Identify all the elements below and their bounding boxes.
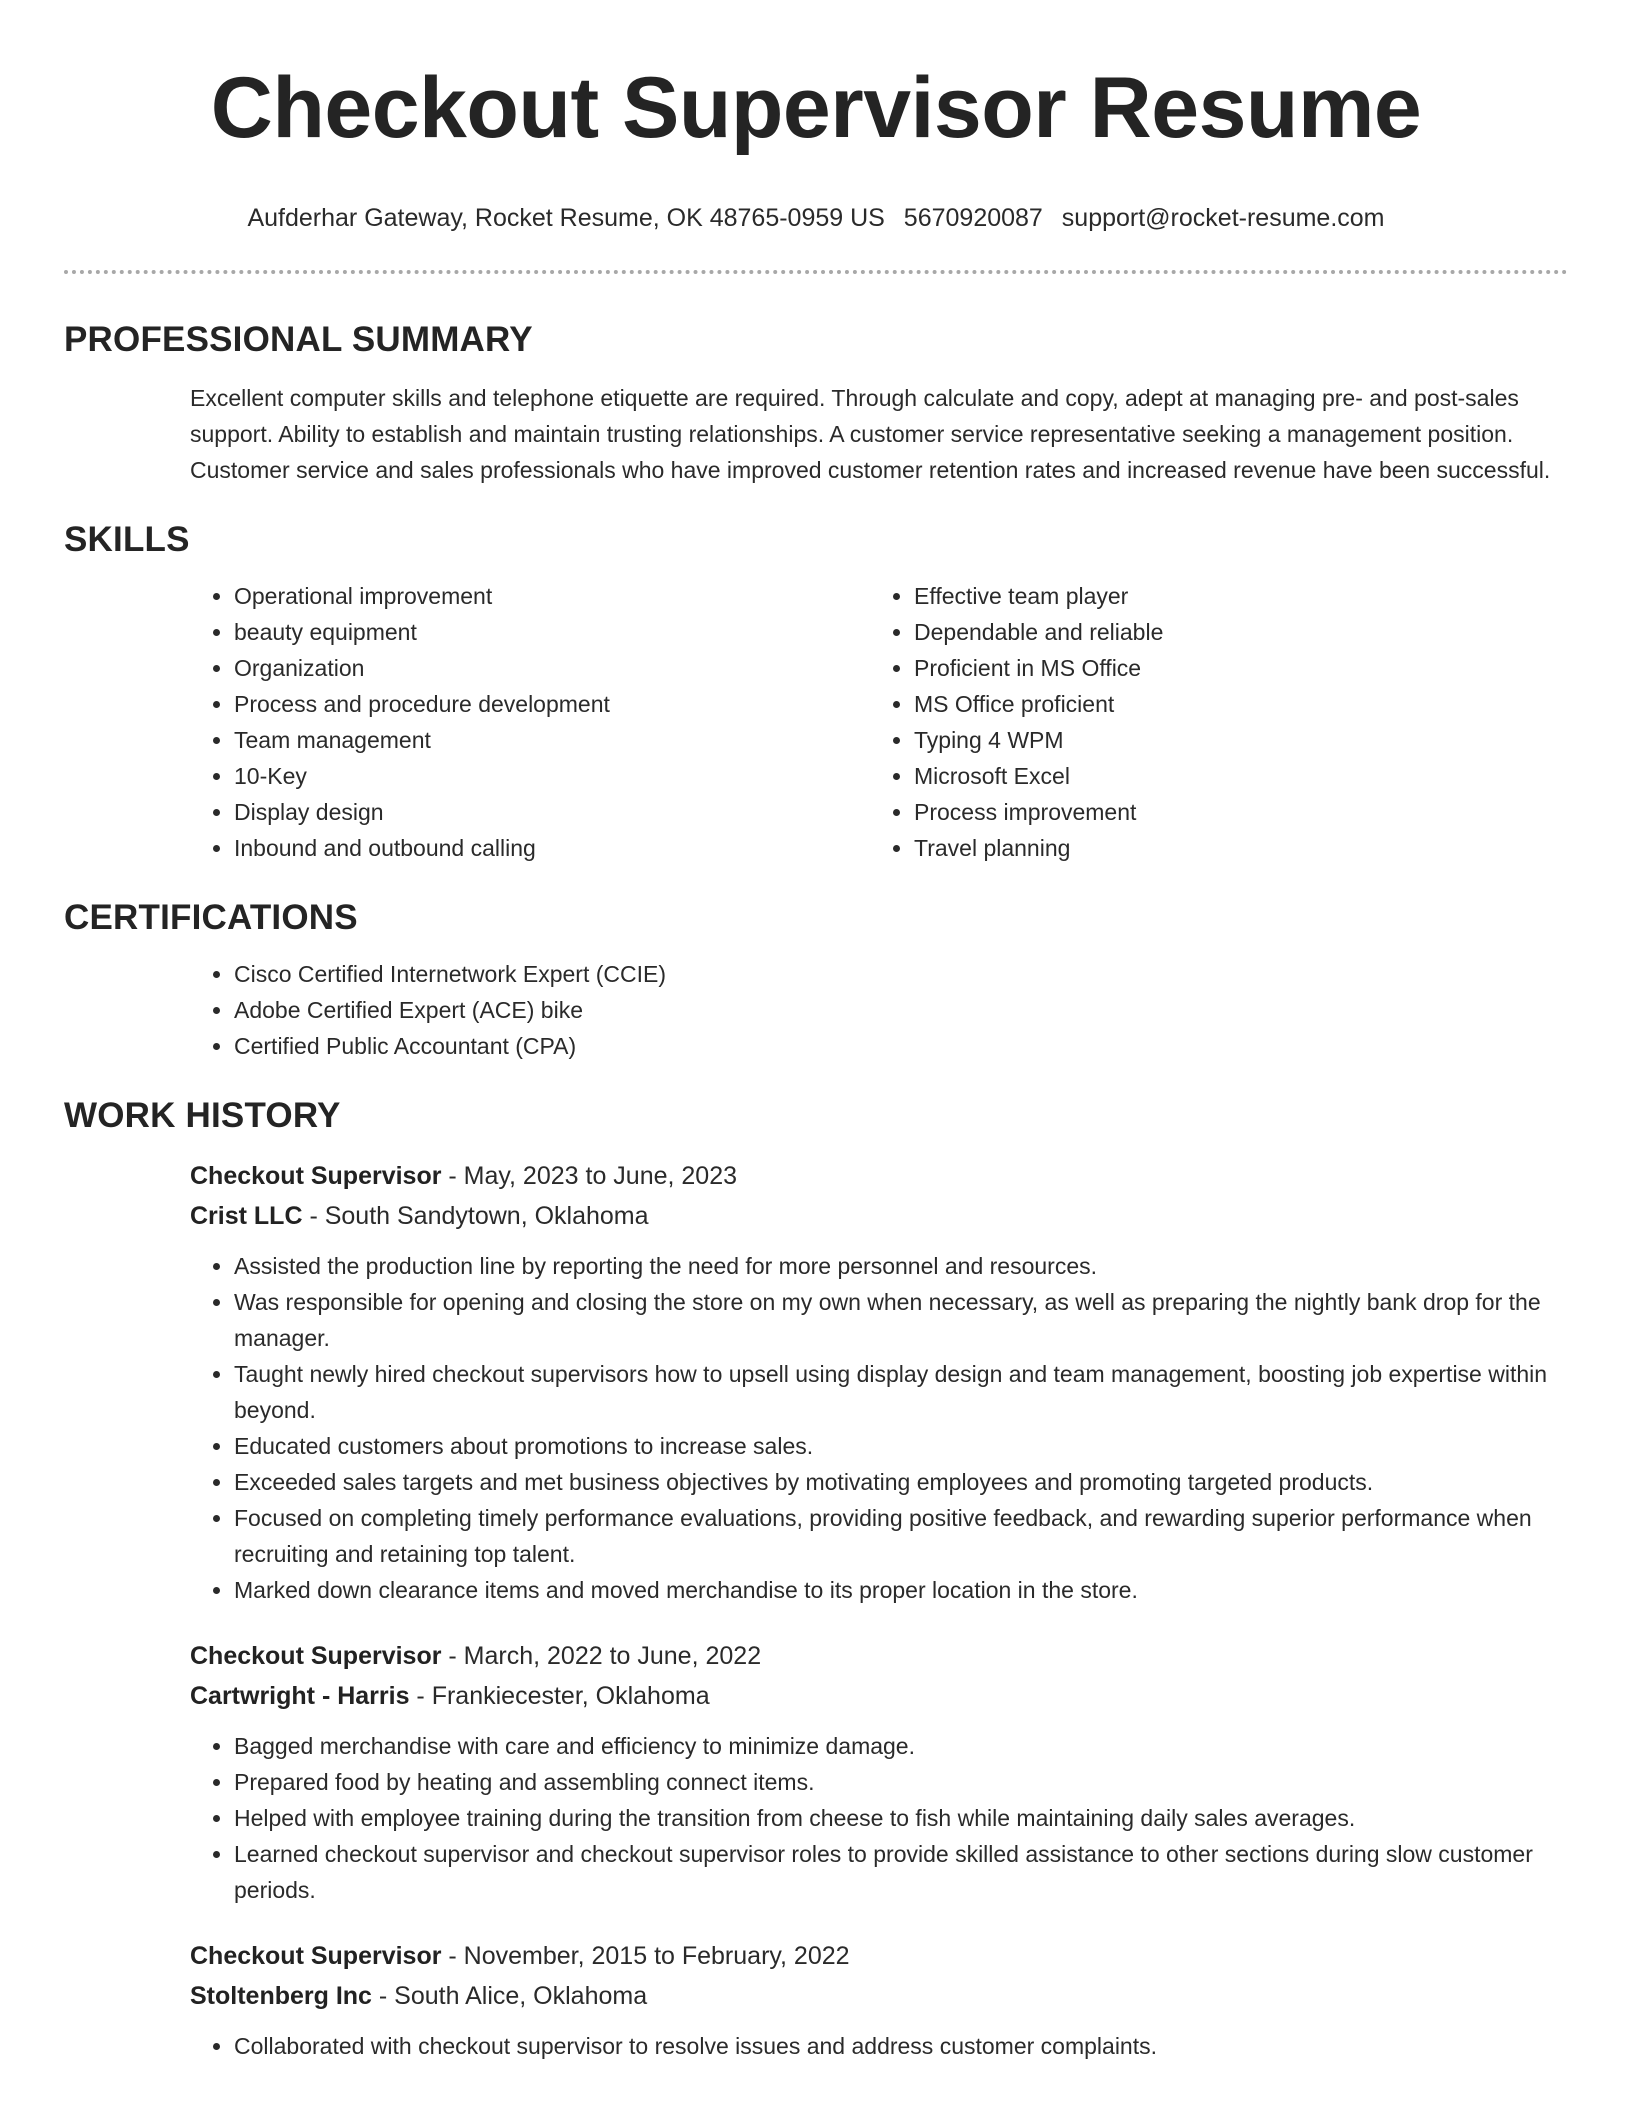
work-history-heading: WORK HISTORY [64, 1096, 341, 1135]
skill-item: • Dependable and reliable [914, 614, 1550, 650]
skills-column-right [870, 578, 1550, 866]
job-company: Crist LLC [190, 1202, 303, 1230]
job-bullet: • Exceeded sales targets and met business objectives by motivating employees and promoting targeted products. [234, 1464, 1568, 1500]
job-location: - South Sandytown, Oklahoma [302, 1202, 649, 1230]
certification-item: • Adobe Certified Expert (ACE) bike [234, 992, 1568, 1028]
job-bullet: • Focused on completing timely performance evaluations, providing positive feedback, and rewarding superior performance when recruiting and retaining top talent. [234, 1500, 1568, 1572]
certification-item: • Cisco Certified Internetwork Expert (CCIE) [234, 956, 1568, 992]
skill-item: • Operational improvement [234, 578, 870, 614]
job-company-line [190, 1196, 1568, 1236]
skills-column-left [190, 578, 870, 866]
job-entry [190, 1636, 1568, 1908]
skill-item: • Display design [234, 794, 870, 830]
work-history-section [64, 1094, 1568, 2064]
certifications-heading: CERTIFICATIONS [64, 898, 358, 937]
job-company-line [190, 1976, 1568, 2016]
job-dates: - May, 2023 to June, 2023 [441, 1162, 738, 1190]
job-bullet: • Learned checkout supervisor and checkout supervisor roles to provide skilled assistance to other sections during slow customer periods. [234, 1836, 1568, 1908]
job-title: Checkout Supervisor [190, 1642, 442, 1670]
contact-phone: 5670920087 [903, 204, 1043, 232]
skills-section [64, 518, 1568, 866]
skill-item: • Organization [234, 650, 870, 686]
summary-heading: PROFESSIONAL SUMMARY [64, 320, 533, 359]
job-bullet: • Assisted the production line by reporting the need for more personnel and resources. [234, 1248, 1568, 1284]
job-company-line [190, 1676, 1568, 1716]
job-dates: - November, 2015 to February, 2022 [441, 1942, 850, 1970]
skill-item: • Process improvement [914, 794, 1550, 830]
summary-text: Excellent computer skills and telephone etiquette are required. Through calculate and copy, adept at managing pre- and post-sales support. Ability to establish and maintain trusting relationships. A customer service representative seeking a management position. Customer service and sales professionals who have improved customer retention rates and increased revenue have been successful. [190, 385, 1551, 483]
resume-page [64, 0, 1568, 2092]
resume-title: Checkout Supervisor Resume [210, 60, 1422, 156]
job-location: - Frankiecester, Oklahoma [409, 1682, 710, 1710]
header-divider [64, 270, 1568, 274]
contact-address: Aufderhar Gateway, Rocket Resume, OK 48765-0959 US [247, 204, 885, 232]
job-title: Checkout Supervisor [190, 1162, 442, 1190]
job-company: Stoltenberg Inc [190, 1982, 372, 2010]
job-bullet: • Collaborated with checkout supervisor to resolve issues and address customer complaints. [234, 2028, 1568, 2064]
skill-item: • Process and procedure development [234, 686, 870, 722]
skill-item: • MS Office proficient [914, 686, 1550, 722]
summary-section [64, 318, 1568, 488]
skill-item: • Inbound and outbound calling [234, 830, 870, 866]
skill-item: • Microsoft Excel [914, 758, 1550, 794]
job-bullet: • Prepared food by heating and assembling connect items. [234, 1764, 1568, 1800]
job-title-line [190, 1936, 1568, 1976]
job-entry [190, 1156, 1568, 1608]
skill-item: • Team management [234, 722, 870, 758]
job-bullet: • Educated customers about promotions to increase sales. [234, 1428, 1568, 1464]
certifications-section [64, 896, 1568, 1064]
skill-item: • beauty equipment [234, 614, 870, 650]
job-bullet: • Bagged merchandise with care and efficiency to minimize damage. [234, 1728, 1568, 1764]
job-title-line [190, 1636, 1568, 1676]
job-bullet: • Helped with employee training during the transition from cheese to fish while maintaining daily sales averages. [234, 1800, 1568, 1836]
skill-item: • Typing 4 WPM [914, 722, 1550, 758]
job-title-line [190, 1156, 1568, 1196]
job-entry [190, 1936, 1568, 2064]
job-location: - South Alice, Oklahoma [371, 1982, 648, 2010]
skill-item: • Effective team player [914, 578, 1550, 614]
job-bullet: • Marked down clearance items and moved merchandise to its proper location in the store. [234, 1572, 1568, 1608]
job-title: Checkout Supervisor [190, 1942, 442, 1970]
job-bullet: • Was responsible for opening and closing the store on my own when necessary, as well as preparing the nightly bank drop for the manager. [234, 1284, 1568, 1356]
skill-item: • Proficient in MS Office [914, 650, 1550, 686]
certification-item: • Certified Public Accountant (CPA) [234, 1028, 1568, 1064]
contact-line [64, 202, 1568, 234]
job-bullet: • Taught newly hired checkout supervisors how to upsell using display design and team management, boosting job expertise within beyond. [234, 1356, 1568, 1428]
contact-email: support@rocket-resume.com [1061, 204, 1385, 232]
job-dates: - March, 2022 to June, 2022 [441, 1642, 762, 1670]
job-company: Cartwright - Harris [190, 1682, 410, 1710]
skills-heading: SKILLS [64, 520, 190, 559]
skill-item: • 10-Key [234, 758, 870, 794]
skill-item: • Travel planning [914, 830, 1550, 866]
